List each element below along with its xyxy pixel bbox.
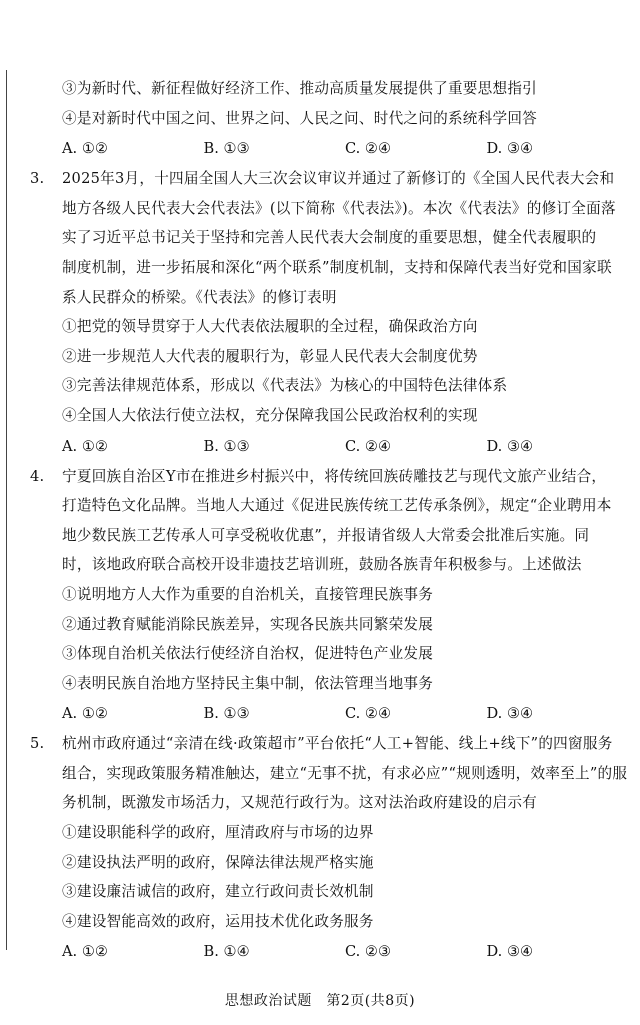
answer-b: B. ①③ xyxy=(203,705,250,723)
page-footer: 思想政治试题 第2页(共8页) xyxy=(224,993,416,1009)
answer-d: D. ③④ xyxy=(486,140,534,158)
question-stem-line: 地方各级人民代表大会代表法》(以下简称《代表法》)。本次《代表法》的修订全面落 xyxy=(62,199,616,217)
answer-b: B. ①③ xyxy=(203,140,250,158)
option-item: ③为新时代、新征程做好经济工作、推动高质量发展提供了重要思想指引 xyxy=(62,80,538,97)
question-stem-line: 系人民群众的桥梁。《代表法》的修订表明 xyxy=(62,288,337,306)
margin-rule xyxy=(6,70,7,950)
answer-a: A. ①② xyxy=(62,437,108,455)
option-item: ①建设职能科学的政府，厘清政府与市场的边界 xyxy=(62,824,374,842)
answer-c: C. ②④ xyxy=(345,140,392,158)
prev-question-tail xyxy=(30,74,628,164)
option-item: ②通过教育赋能消除民族差异，实现各民族共同繁荣发展 xyxy=(62,615,434,633)
option-item: ④表明民族自治地方坚持民主集中制，依法管理当地事务 xyxy=(62,674,434,692)
option-item: ④建设智能高效的政府，运用技术优化政务服务 xyxy=(62,912,374,930)
option-item: ③建设廉洁诚信的政府，建立行政问责长效机制 xyxy=(62,883,374,901)
question-stem-line: 打造特色文化品牌。当地人大通过《促进民族传统工艺传承条例》，规定“企业聘用本 xyxy=(62,497,612,515)
answer-c: C. ②③ xyxy=(345,943,392,961)
answer-choices xyxy=(30,431,628,462)
answer-c: C. ②④ xyxy=(345,437,392,455)
answer-d: D. ③④ xyxy=(486,437,534,455)
answer-choices xyxy=(30,936,628,967)
option-item: ①把党的领导贯穿于人大代表依法履职的全过程，确保政治方向 xyxy=(62,318,478,336)
answer-choices xyxy=(30,133,628,164)
answer-d: D. ③④ xyxy=(486,943,534,961)
answer-d: D. ③④ xyxy=(486,705,534,723)
option-item: ④是对新时代中国之问、世界之问、人民之问、时代之问的系统科学回答 xyxy=(62,109,538,127)
question-number: 5. xyxy=(30,735,45,753)
question-stem-line: 4. 宁夏回族自治区Y市在推进乡村振兴中，将传统回族砖雕技艺与现代文旅产业结合， xyxy=(30,462,628,492)
answer-a: A. ①② xyxy=(62,943,108,961)
question-stem-line: 制度机制，进一步拓展和深化“两个联系”制度机制，支持和保障代表当好党和国家联 xyxy=(62,258,612,276)
option-item: ③完善法律规范体系，形成以《代表法》为核心的中国特色法律体系 xyxy=(62,377,508,395)
question-stem-line: 5. 杭州市政府通过“亲清在线·政策超市”平台依托“人工+智能、线上+线下”的四窗服务 xyxy=(30,729,628,759)
question-number: 3. xyxy=(30,170,45,188)
page-content xyxy=(30,74,628,967)
question-stem-line: 时，该地政府联合高校开设非遗技艺培训班，鼓励各族青年积极参与。上述做法 xyxy=(62,556,582,574)
answer-b: B. ①④ xyxy=(203,943,250,961)
option-item: ①说明地方人大作为重要的自治机关，直接管理民族事务 xyxy=(62,585,434,603)
option-item: ③体现自治机关依法行使经济自治权，促进特色产业发展 xyxy=(62,645,434,663)
answer-a: A. ①② xyxy=(62,705,108,723)
question-4 xyxy=(30,462,628,730)
answer-a: A. ①② xyxy=(62,140,108,158)
question-stem-line: 实了习近平总书记关于坚持和完善人民代表大会制度的重要思想，健全代表履职的 xyxy=(62,229,597,247)
question-number: 4. xyxy=(30,467,45,485)
option-item: ②进一步规范人大代表的履职行为，彰显人民代表大会制度优势 xyxy=(62,347,478,365)
question-stem-line: 务机制，既激发市场活力，又规范行政行为。这对法治政府建设的启示有 xyxy=(62,794,538,812)
answer-choices xyxy=(30,698,628,729)
question-stem-line: 3. 2025年3月，十四届全国人大三次会议审议并通过了新修订的《全国人民代表大会和 xyxy=(30,164,628,194)
answer-c: C. ②④ xyxy=(345,705,392,723)
answer-b: B. ①③ xyxy=(203,437,250,455)
question-5 xyxy=(30,729,628,967)
option-item: ②建设执法严明的政府，保障法律法规严格实施 xyxy=(62,853,374,871)
option-item: ④全国人大依法行使立法权，充分保障我国公民政治权利的实现 xyxy=(62,406,478,424)
question-3 xyxy=(30,164,628,461)
question-stem-line: 组合，实现政策服务精准触达，建立“无事不扰，有求必应”“规则透明，效率至上”的服 xyxy=(62,764,628,782)
question-stem-line: 地少数民族工艺传承人可享受税收优惠”，并报请省级人大常委会批准后实施。同 xyxy=(62,526,590,544)
